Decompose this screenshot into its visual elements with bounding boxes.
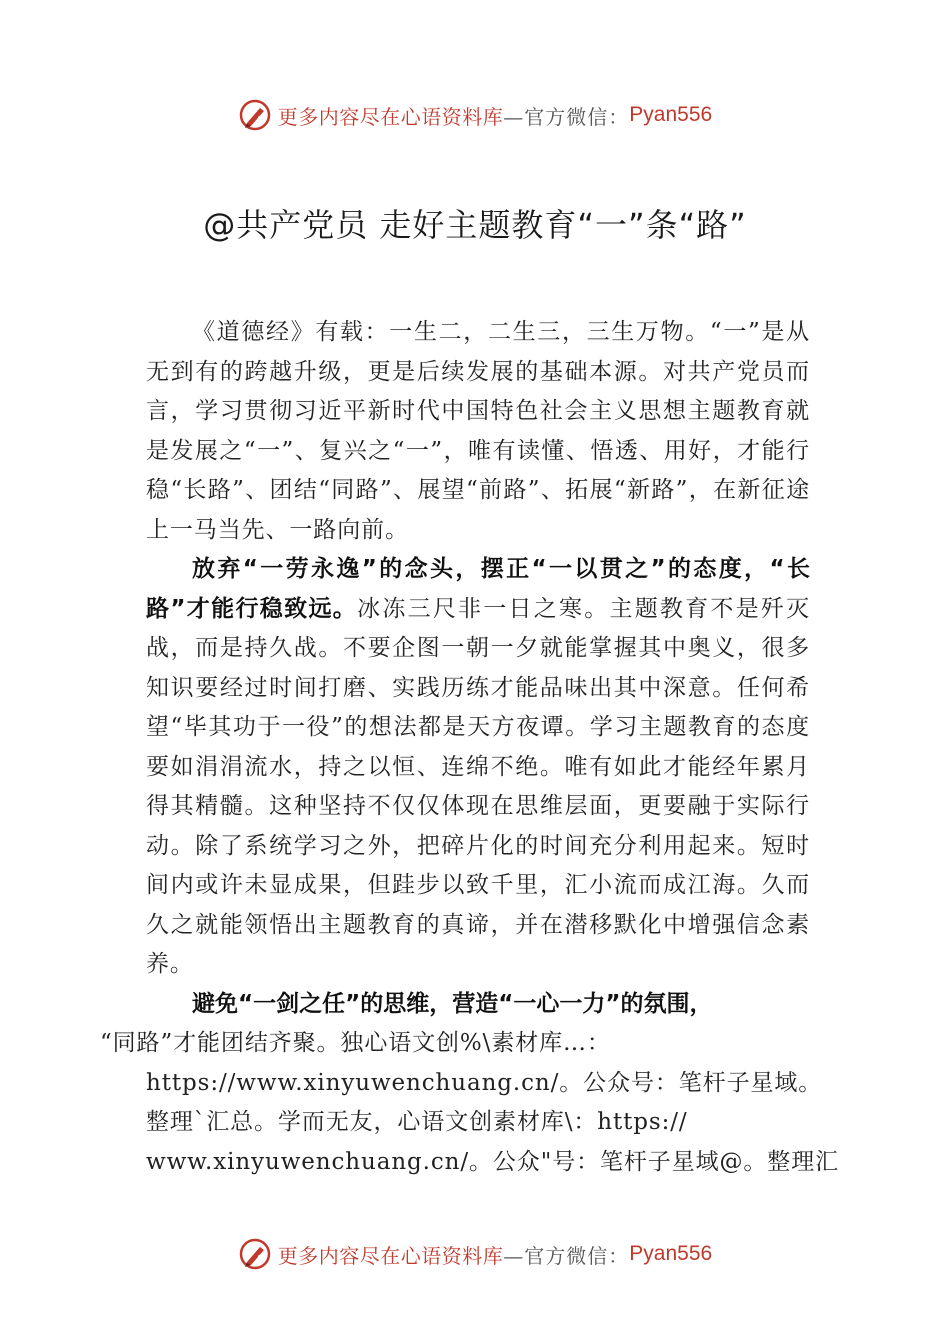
page-title: @共产党员 走好主题教育“一”条“路” <box>203 206 747 244</box>
footer-banner <box>0 1234 950 1274</box>
banner-brand-text: 更多内容尽在心语资料库 <box>277 104 504 129</box>
header-banner <box>0 95 950 135</box>
banner-wechat-id: Pyan556 <box>629 1242 713 1265</box>
article-body <box>100 313 839 1182</box>
banner-official-label: —官方微信： <box>503 1243 630 1268</box>
paragraph-lead: 放弃“一劳永逸”的念头，摆正“一以贯之”的态度，“长路”才能行稳致远。 <box>146 556 810 622</box>
banner-wechat-id: Pyan556 <box>629 103 713 126</box>
paragraph-text: “同路”才能团结齐聚。独心语文创%\素材库…： <box>100 1030 611 1056</box>
paragraph-3 <box>100 985 810 1064</box>
watermark-line-1: https://www.xinyuwenchuang.cn/。公众号：笔杆子星域。 <box>146 1069 823 1096</box>
pen-logo-icon <box>238 98 272 132</box>
paragraph-text: 冰冻三尺非一日之寒。主题教育不是歼灭战，而是持久战。不要企图一朝一夕就能掌握其中奥义，很多知识要经过时间打磨、实践历练才能品味出其中深意。任何希望“毕其功于一役”的想法都是天方夜谭。学习主题教育的态度要如涓涓流水，持之以恒、连绵不绝。唯有如此才能经年累月得其精髓。这种坚持不仅仅体现在思维层面，更要融于实际行动。除了系统学习之外，把碎片化的时间充分利用起来。短时间内或许未显成果，但跬步以致千里，汇小流而成江海。久而久之就能领悟出主题教育的真谛，并在潜移默化中增强信念素养。 <box>146 595 810 977</box>
watermark-line-3: www.xinyuwenchuang.cn/。公众"号：笔杆子星域@。整理汇 <box>146 1148 839 1175</box>
paragraph-lead: 避免“一剑之任”的思维，营造“一心一力”的氛围， <box>192 990 713 1017</box>
watermark-line-2: 整理`汇总。学而无友，心语文创素材库\：https:// <box>146 1109 688 1135</box>
banner-official-label: —官方微信： <box>503 104 630 129</box>
banner-brand-text: 更多内容尽在心语资料库 <box>277 1243 504 1268</box>
pen-logo-icon <box>238 1237 272 1271</box>
paragraph-text: 《道德经》有载：一生二，二生三，三生万物。“一”是从无到有的跨越升级，更是后续发展的基础本源。对共产党员而言，学习贯彻习近平新时代中国特色社会主义思想主题教育就是发展之“一”、复兴之“一”，唯有读懂、悟透、用好，才能行稳“长路”、团结“同路”、展望“前路”、拓展“新路”，在新征途上一马当先、一路向前。 <box>146 319 810 543</box>
paragraph-2 <box>146 550 810 985</box>
paragraph-1 <box>146 313 810 550</box>
